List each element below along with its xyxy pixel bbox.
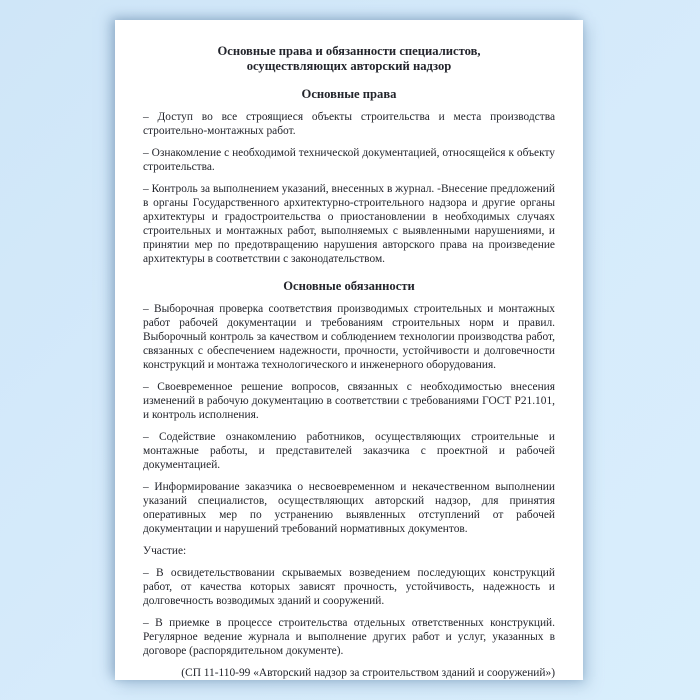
duties-paragraph-2: – Своевременное решение вопросов, связанных с необходимостью внесения изменений в рабочую документацию в соответствии с требованиями ГОСТ Р21.101, и контроль исполнения. [143,381,555,421]
rights-paragraph-3: – Контроль за выполнением указаний, внесенных в журнал. -Внесение предложений в органы Государственного архитектурно-строительного надзора и другие органы архитектуры и градостроительства о приостановлении в необходимых случаях строительных и монтажных работ, выполняемых с выявленными нарушениями, и принятии мер по предотвращению нарушения авторского права на произведение архитектуры в соответствии с законодательством. [143,183,555,265]
section-heading-duties: Основные обязанности [283,279,415,293]
document-title-line1: Основные права и обязанности специалистов, [217,44,481,58]
participation-label: Участие: [143,545,187,557]
document-title-line2: осуществляющих авторский надзор [246,59,452,73]
duties-paragraph-4: – Информирование заказчика о несвоевременном и некачественном выполнении указаний специалистов, осуществляющих авторский надзор, для принятия оперативных мер по устранению выявленных отступлений от рабочей документации и нарушений требований нормативных документов. [143,481,555,535]
duties-paragraph-3: – Содействие ознакомлению работников, осуществляющих строительные и монтажные работы, и представителей заказчика с проектной и рабочей документацией. [143,431,555,471]
document-page [115,20,583,680]
participation-paragraph-1: – В освидетельствовании скрываемых возведением последующих конструкций работ, от качества которых зависят прочность, устойчивость, надежность и долговечность возводимых зданий и сооружений. [143,567,555,607]
rights-paragraph-2: – Ознакомление с необходимой технической документацией, относящейся к объекту строительства. [143,147,555,173]
section-heading-rights: Основные права [301,87,397,101]
citation-line: (СП 11-110-99 «Авторский надзор за строительством зданий и сооружений») [181,667,555,679]
rights-paragraph-1: – Доступ во все строящиеся объекты строительства и места производства строительно-монтажных работ. [143,111,555,137]
duties-paragraph-1: – Выборочная проверка соответствия производимых строительных и монтажных работ рабочей документации и требованиям строительных норм и правил. Выборочный контроль за качеством и соблюдением технологии производства работ, связанных с обеспечением надежности, прочности, устойчивости и долговечности конструкций и монтажа технологического и инженерного оборудования. [143,303,555,371]
participation-paragraph-2: – В приемке в процессе строительства отдельных ответственных конструкций. Регулярное ведение журнала и выполнение других работ и услуг, указанных в договоре (распорядительном документе). [143,617,555,657]
document-title [143,44,555,74]
